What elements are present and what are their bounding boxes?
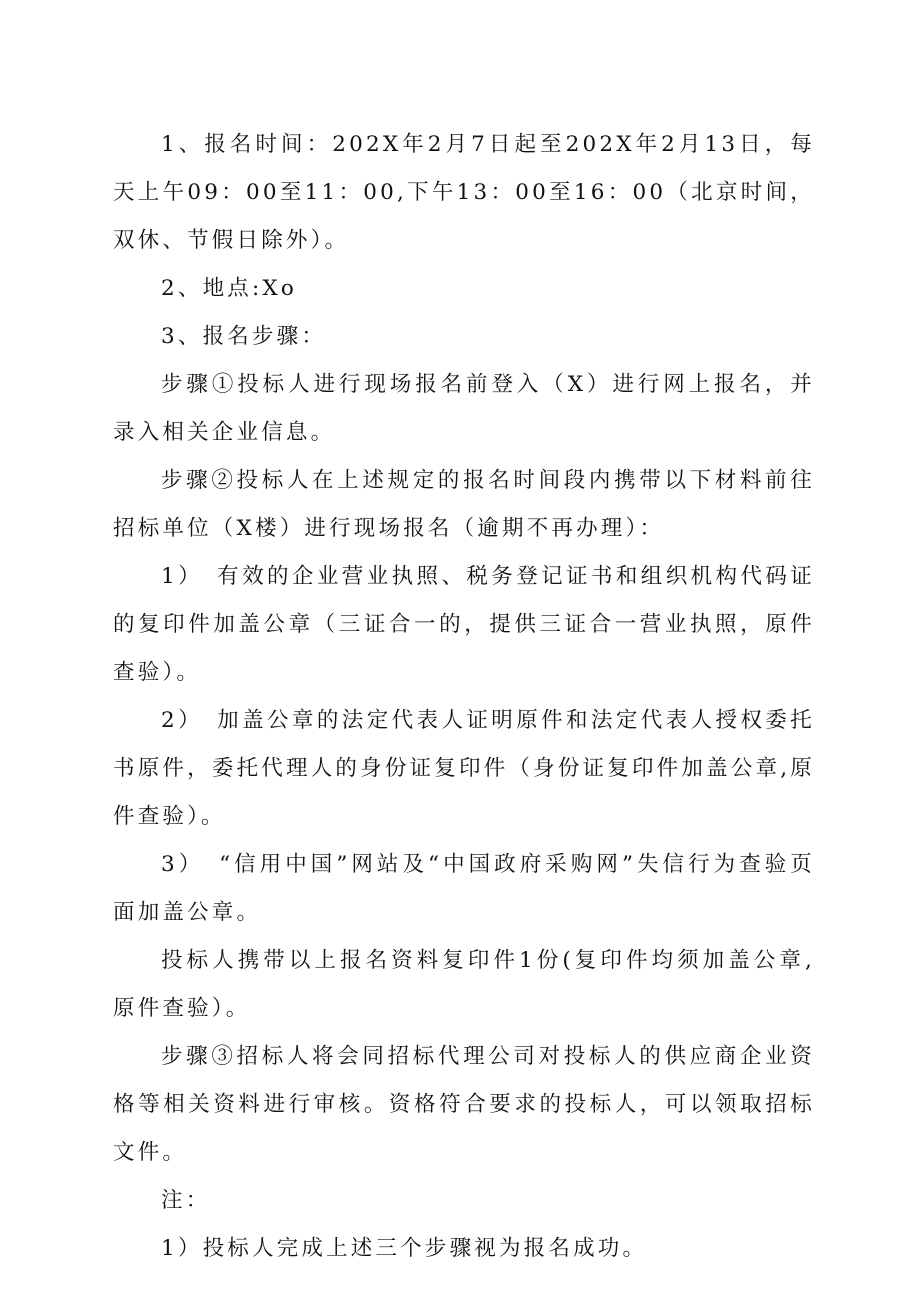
step-1-paragraph: 步骤①投标人进行现场报名前登入（X）进行网上报名，并录入相关企业信息。 [113,372,815,445]
document-body [113,121,815,1273]
location-paragraph: 2、地点:Xo [161,276,298,301]
material-item-3: 3） “信用中国”网站及“中国政府采购网”失信行为查验页面加盖公章。 [113,852,815,925]
note-heading: 注： [161,1188,211,1213]
material-item-1: 1） 有效的企业营业执照、税务登记证书和组织机构代码证的复印件加盖公章（三证合一的，提供三证合一营业执照，原件查验）。 [113,564,815,685]
step-2-paragraph: 步骤②投标人在上述规定的报名时间段内携带以下材料前往招标单位（X楼）进行现场报名（逾期不再办理）： [113,468,815,541]
registration-time-paragraph: 1、报名时间：202X年2月7日起至202X年2月13日，每天上午09：00至11：00,下午13：00至16：00（北京时间，双休、节假日除外）。 [113,132,815,253]
material-item-2: 2） 加盖公章的法定代表人证明原件和法定代表人授权委托书原件，委托代理人的身份证复印件（身份证复印件加盖公章,原件查验）。 [113,708,815,829]
registration-steps-heading: 3、报名步骤： [161,324,327,349]
copies-paragraph: 投标人携带以上报名资料复印件1份(复印件均须加盖公章,原件查验）。 [113,948,815,1021]
note-item-1: 1）投标人完成上述三个步骤视为报名成功。 [161,1236,648,1261]
step-3-paragraph: 步骤③招标人将会同招标代理公司对投标人的供应商企业资格等相关资料进行审核。资格符合要求的投标人，可以领取招标文件。 [113,1044,815,1165]
